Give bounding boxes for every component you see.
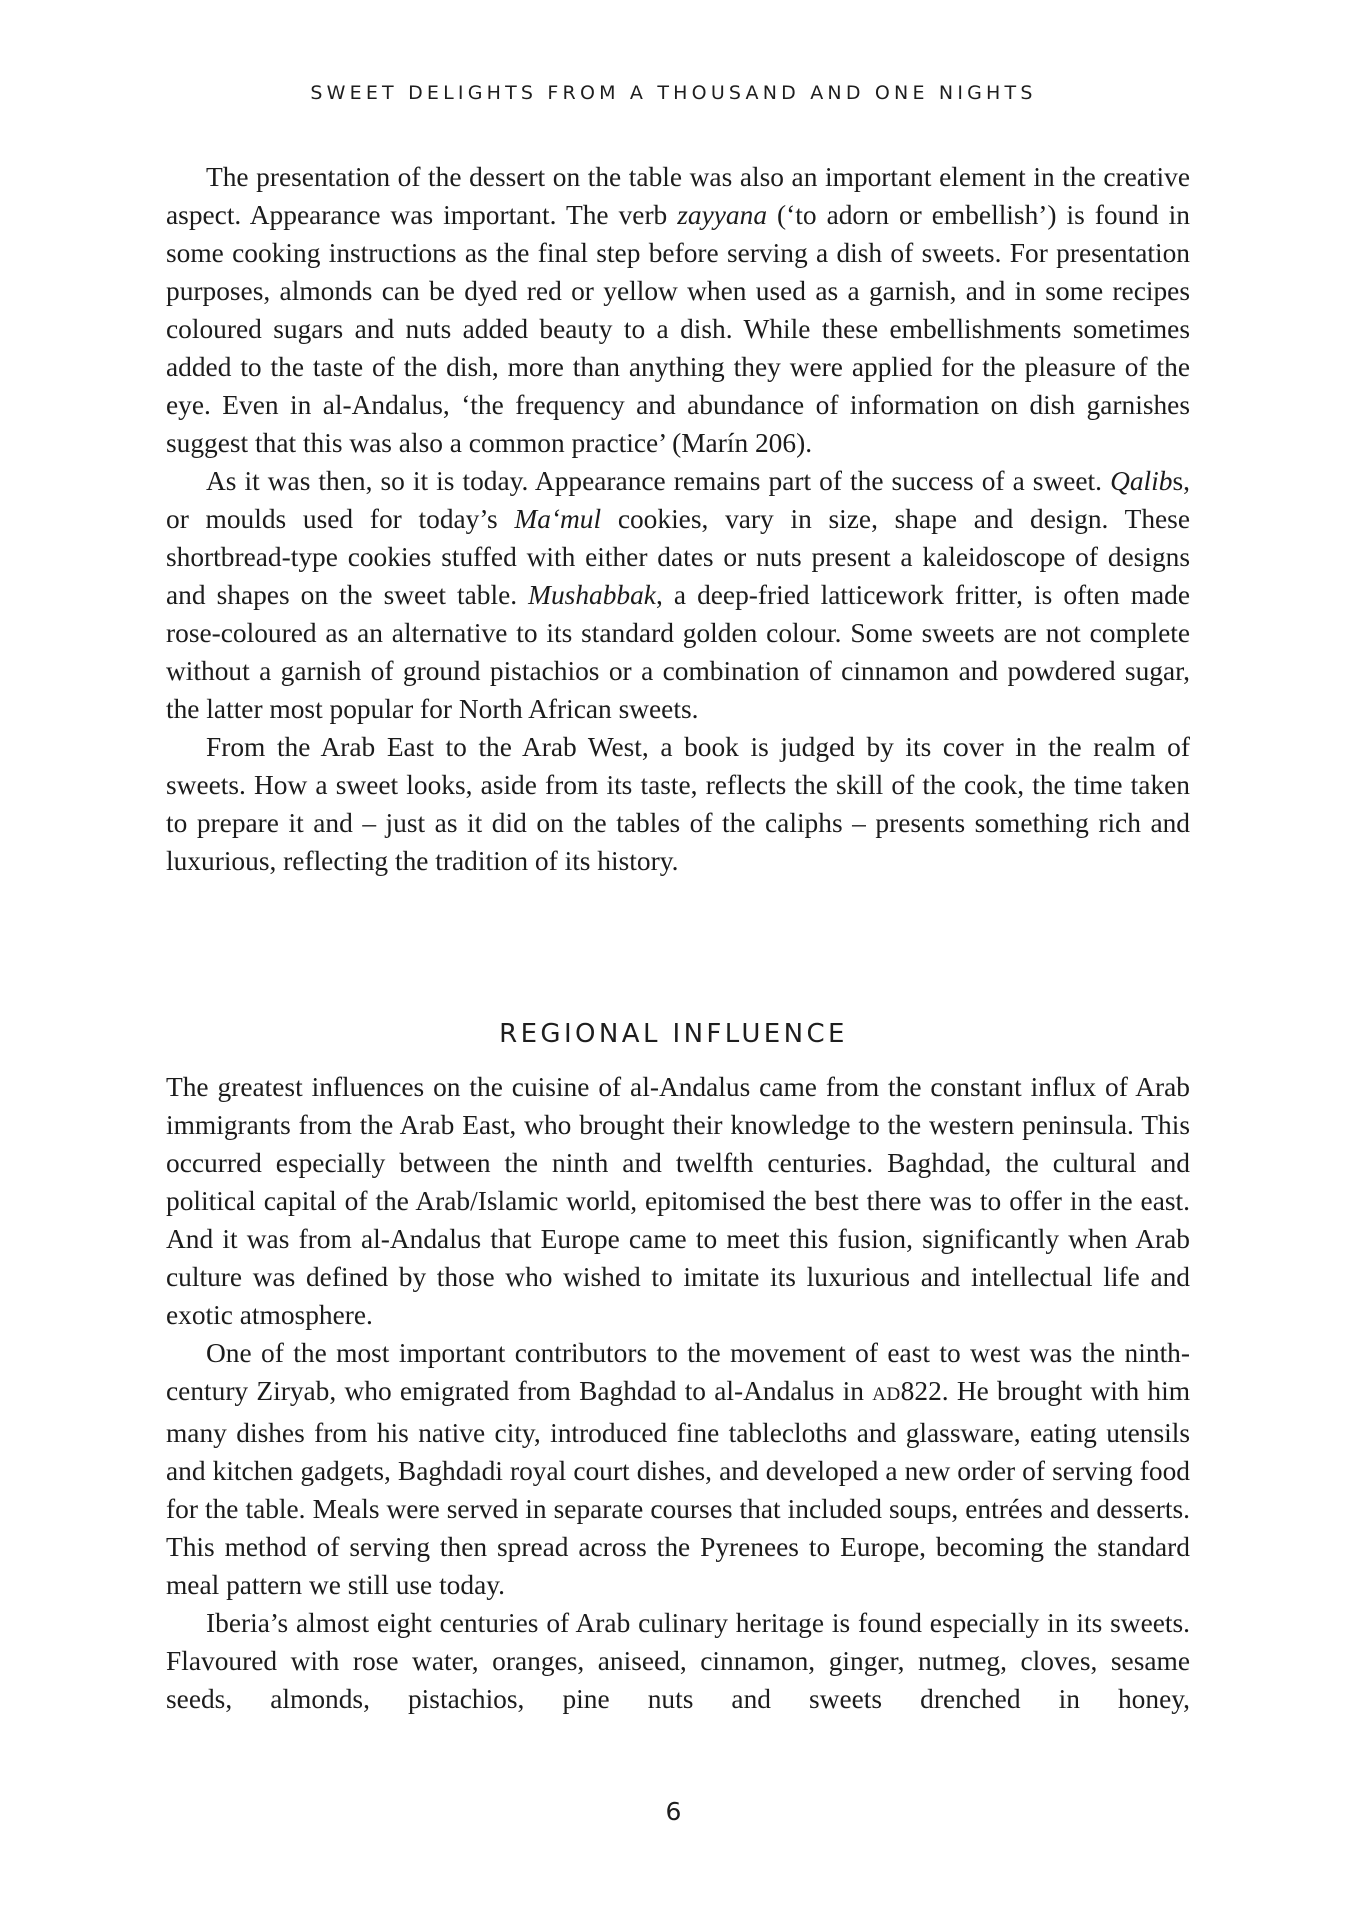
page-number: 6	[665, 1797, 682, 1826]
paragraph-presentation: The presentation of the dessert on the table was also an important element in the creative aspect. Appearance was important. The verb zayyana (‘to adorn or embellish’) is found in some cooking instructions as the final step before serving a dish of sweets. For presentation purposes, almonds can be dyed red or yellow when used as a garnish, and in some recipes coloured sugars and nuts added beauty to a dish. While these embellishments sometimes added to the taste of the dish, more than anything they were applied for the pleasure of the eye. Even in al-Andalus, ‘the frequency and abundance of information on dish garnishes suggest that this was also a common practice’ (Marín 206).	[166, 162, 1190, 458]
running-header: SWEET DELIGHTS FROM A THOUSAND AND ONE NIGHTS	[310, 82, 1037, 104]
paragraph-greatest-influences: The greatest influences on the cuisine of al-Andalus came from the constant influx of Arab immigrants from the Arab East, who brought their knowledge to the western peninsula. This occurred especially between the ninth and twelfth centuries. Baghdad, the cultural and political capital of the Arab/Islamic world, epitomised the best there was to offer in the east. And it was from al-Andalus that Europe came to meet this fusion, significantly when Arab culture was defined by those who wished to imitate its luxurious and intellectual life and exotic atmosphere.	[166, 1072, 1190, 1330]
body-text-section-1	[166, 158, 1190, 880]
paragraph-ziryab: One of the most important contributors to the movement of east to west was the ninth-century Ziryab, who emigrated from Baghdad to al-Andalus in AD822. He brought with him many dishes from his native city, introduced fine tablecloths and glassware, eating utensils and kitchen gadgets, Baghdadi royal court dishes, and developed a new order of serving food for the table. Meals were served in separate courses that included soups, entrées and desserts. This method of serving then spread across the Pyrenees to Europe, becoming the standard meal pattern we still use today.	[166, 1338, 1191, 1600]
section-heading: REGIONAL INFLUENCE	[499, 1018, 848, 1049]
body-text-section-2	[166, 1068, 1190, 1718]
paragraph-arab-east-west: From the Arab East to the Arab West, a book is judged by its cover in the realm of sweets. How a sweet looks, aside from its taste, reflects the skill of the cook, the time taken to prepare it and – just as it did on the tables of the caliphs – presents something rich and luxurious, reflecting the tradition of its history.	[166, 732, 1190, 876]
paragraph-iberia: Iberia’s almost eight centuries of Arab culinary heritage is found especially in its sweets. Flavoured with rose water, oranges, aniseed, cinnamon, ginger, nutmeg, cloves, sesame seeds, almonds, pistachios, pine nuts and sweets drenched in honey,	[166, 1608, 1190, 1714]
paragraph-appearance: As it was then, so it is today. Appearance remains part of the success of a sweet. Qalibs, or moulds used for today’s Ma‘mul cookies, vary in size, shape and design. These shortbread-type cookies stuffed with either dates or nuts present a kaleidoscope of designs and shapes on the sweet table. Mushabbak, a deep-fried latticework fritter, is often made rose-coloured as an alternative to its standard golden colour. Some sweets are not complete without a garnish of ground pistachios or a combination of cinnamon and powdered sugar, the latter most popular for North African sweets.	[166, 466, 1191, 724]
